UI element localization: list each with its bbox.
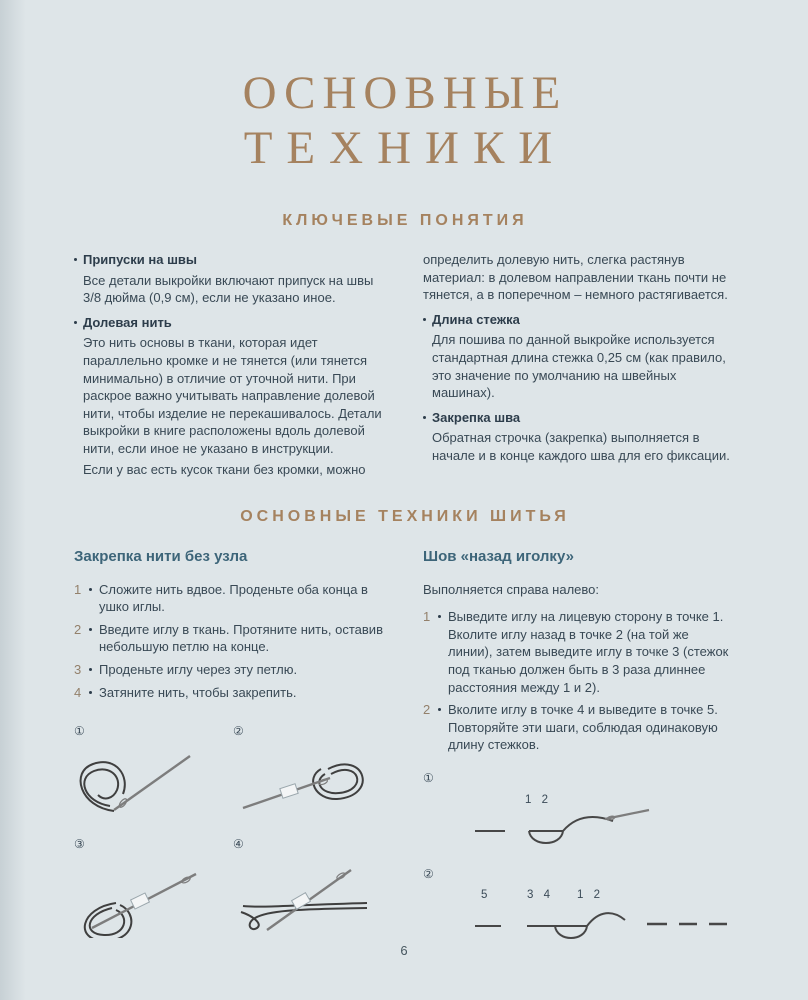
- concept-title: Долевая нить: [83, 314, 172, 330]
- step-text: Введите иглу в ткань. Протяните нить, оставив небольшую петлю на конце.: [99, 621, 383, 655]
- figure-1-label: ①: [74, 724, 85, 739]
- step-bullet-dot: [89, 668, 92, 671]
- concept-text: Это нить основы в ткани, которая идет параллельно кромке и не тянется (или тянется минимально) в отличие от уточной нити. При раскрое важно учитывать направление долевой нити, чтобы изделие не перекашивалось. Детали выкройки в книге расположены вдоль долевой нити, если иное не указано в инструкции.: [83, 335, 382, 456]
- backstitch-figure-1: [473, 792, 736, 850]
- needle-in-fabric-loop-illustration: [233, 744, 373, 822]
- step-text: Проденьте иглу через эту петлю.: [99, 662, 298, 678]
- concept-text: Обратная строчка (закрепка) выполняется в начале и в конце каждого шва для его фиксации.: [432, 430, 730, 463]
- backstitch-figure-2-label: ②: [423, 866, 434, 881]
- step-bullet-dot: [438, 615, 441, 618]
- concept-item-seam-allowance: [74, 251, 387, 269]
- needle-thread-loop-illustration: [74, 744, 214, 822]
- step-number: 1: [74, 581, 82, 597]
- bullet-dot: [74, 321, 77, 324]
- concept-title: Закрепка шва: [432, 409, 521, 425]
- step-bullet-dot: [89, 628, 92, 631]
- page-title-line1: ОСНОВНЫЕ: [242, 67, 568, 119]
- step-number: 3: [74, 662, 82, 678]
- key-concepts-right-column: [423, 250, 736, 480]
- stitch-point-numbers-3-4: 3 4: [527, 889, 550, 902]
- backstitch-intro: Выполняется справа налево:: [423, 581, 599, 597]
- concept-title: Припуски на швы: [83, 251, 197, 267]
- stitch-point-number-5: 5: [481, 889, 488, 902]
- concept-item-backtack: [423, 409, 736, 427]
- bullet-dot: [423, 416, 426, 419]
- technique-title: Закрепка нити без узла: [74, 548, 248, 566]
- concept-text-continuation: определить долевую нить, слегка растянув материал: в долевом направлении ткань почти не тянется, а в поперечном – немного растягивается.: [423, 251, 728, 303]
- figure-4-label: ④: [233, 836, 244, 851]
- figure-3: [74, 836, 219, 939]
- technique-backstitch: [423, 548, 736, 945]
- step-row: [74, 684, 387, 702]
- step-row: [74, 621, 387, 656]
- step-number: 4: [74, 684, 82, 700]
- step-bullet-dot: [438, 708, 441, 711]
- step-bullet-dot: [89, 588, 92, 591]
- step-number: 1: [423, 609, 431, 625]
- step-bullet-dot: [89, 691, 92, 694]
- figure-2: [233, 723, 378, 822]
- step-row: [423, 701, 736, 754]
- techniques-heading: ОСНОВНЫЕ ТЕХНИКИ ШИТЬЯ: [240, 508, 570, 526]
- concept-item-grainline: [74, 314, 387, 332]
- stitch-point-numbers-1-2: 1 2: [577, 889, 600, 902]
- backstitch-diagram-1: [473, 805, 723, 849]
- step-number: 2: [423, 702, 431, 718]
- step-text: Выведите иглу на лицевую сторону в точке 1. Вколите иглу назад в точке 2 (на той же линии), затем выведите иглу в точке 3 (стежок под тканью должен быть в 3 раза длиннее расстояния между 1 и 2).: [448, 609, 729, 695]
- technique-knotless-anchor: [74, 548, 387, 945]
- page-title: [74, 66, 736, 176]
- key-concepts-columns: [74, 250, 736, 480]
- page-title-line2: ТЕХНИКИ: [243, 121, 567, 174]
- figure-2-label: ②: [233, 724, 244, 739]
- needle-through-loop-illustration: [74, 856, 214, 938]
- concept-text-continued: Если у вас есть кусок ткани без кромки, можно: [83, 461, 366, 477]
- bullet-dot: [423, 318, 426, 321]
- step-row: [423, 608, 736, 696]
- page-number: 6: [400, 943, 408, 958]
- stitch-point-numbers-1-2: 1 2: [525, 793, 548, 806]
- figure-1: [74, 723, 219, 822]
- figure-3-label: ③: [74, 836, 85, 851]
- figure-4: [233, 836, 378, 939]
- concept-text: Все детали выкройки включают припуск на швы 3/8 дюйма (0,9 см), если не указано иное.: [83, 272, 374, 306]
- concept-title: Длина стежка: [432, 311, 520, 327]
- key-concepts-left-column: [74, 250, 387, 480]
- technique-title: Шов «назад иголку»: [423, 548, 574, 566]
- step-text: Вколите иглу в точке 4 и выведите в точке 5. Повторяйте эти шаги, соблюдая одинаковую длину стежков.: [448, 702, 718, 753]
- tightened-thread-illustration: [233, 856, 373, 938]
- step-row: [74, 581, 387, 616]
- backstitch-figure-1-label: ①: [423, 771, 434, 786]
- backstitch-figure-2: [473, 887, 736, 945]
- concept-text: Для пошива по данной выкройке используется стандартная длина стежка 0,25 см (как правило, это значение по умолчанию на швейных машинах).: [432, 332, 726, 401]
- bullet-dot: [74, 258, 77, 261]
- step-text: Сложите нить вдвое. Проденьте оба конца в ушко иглы.: [99, 581, 368, 615]
- concept-item-stitch-length: [423, 311, 736, 329]
- step-number: 2: [74, 621, 82, 637]
- key-concepts-heading: КЛЮЧЕВЫЕ ПОНЯТИЯ: [282, 211, 528, 229]
- techniques-columns: [74, 548, 736, 945]
- backstitch-diagram-2: [473, 900, 735, 944]
- knotless-anchor-figures: [74, 723, 387, 938]
- step-text: Затяните нить, чтобы закрепить.: [99, 684, 297, 700]
- step-row: [74, 661, 387, 679]
